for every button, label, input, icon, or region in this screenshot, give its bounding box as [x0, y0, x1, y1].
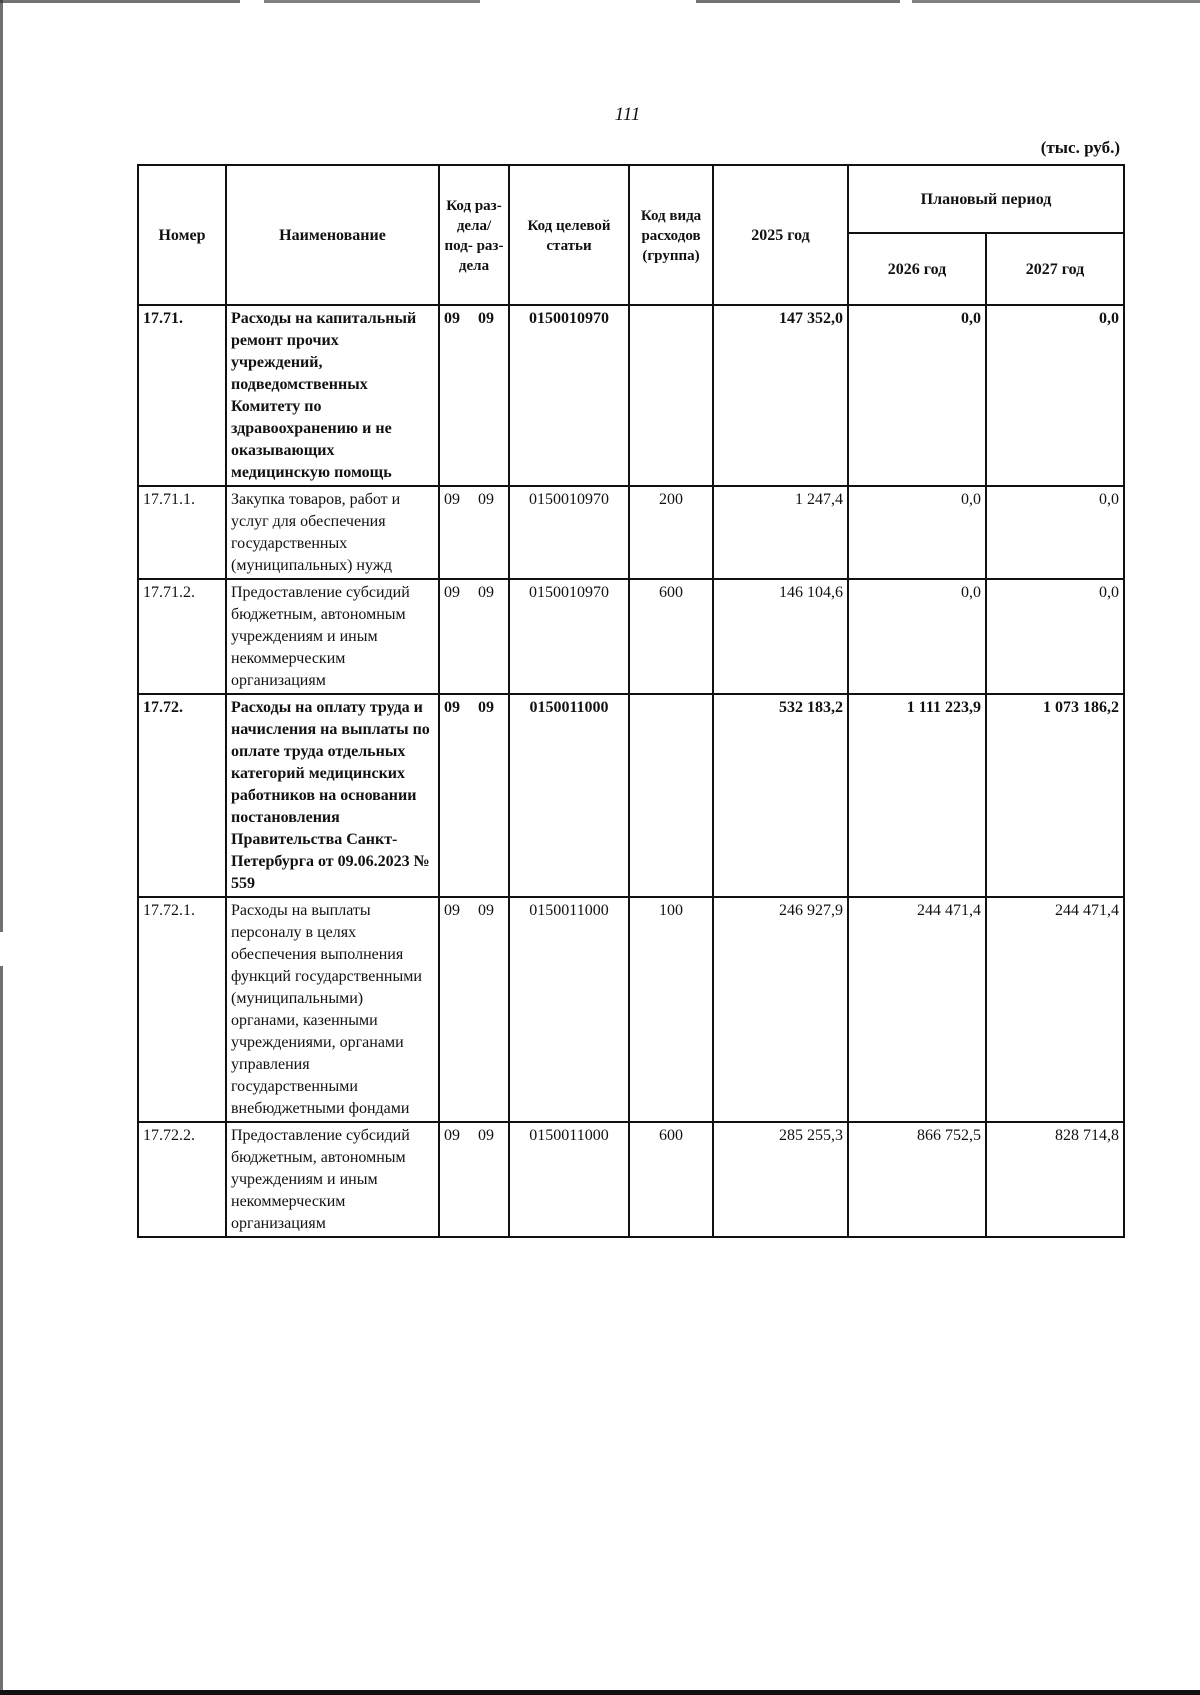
row-2027-cell: 828 714,8 [986, 1122, 1124, 1237]
row-expense-type-cell [629, 694, 713, 897]
row-2027-cell: 244 471,4 [986, 897, 1124, 1122]
scan-edge-top [0, 0, 1200, 3]
row-section-cell [439, 305, 509, 486]
row-number-cell: 17.72.2. [138, 1122, 226, 1237]
table-row [138, 305, 1124, 486]
row-expense-type-cell [629, 305, 713, 486]
row-number-cell: 17.71.1. [138, 486, 226, 579]
row-subsection-code: 09 [478, 491, 494, 508]
header-name: Наименование [226, 165, 439, 305]
row-2027-cell: 0,0 [986, 579, 1124, 694]
budget-table [137, 164, 1125, 1238]
row-name-cell: Предоставление субсидий бюджетным, автономным учреждениям и иным некоммерческим организациям [226, 1122, 439, 1237]
header-year-2025: 2025 год [713, 165, 848, 305]
row-2027-cell: 1 073 186,2 [986, 694, 1124, 897]
table-row [138, 897, 1124, 1122]
table-row [138, 579, 1124, 694]
row-number-cell: 17.72.1. [138, 897, 226, 1122]
row-subsection-code: 09 [478, 584, 494, 601]
row-section-cell [439, 694, 509, 897]
row-2025-cell: 532 183,2 [713, 694, 848, 897]
row-expense-type-cell: 600 [629, 579, 713, 694]
table-row [138, 486, 1124, 579]
row-2026-cell: 0,0 [848, 305, 986, 486]
row-2025-cell: 246 927,9 [713, 897, 848, 1122]
row-target-code-cell: 0150010970 [509, 305, 629, 486]
row-section-code: 09 [444, 310, 460, 327]
row-section-cell [439, 1122, 509, 1237]
row-section-code: 09 [444, 699, 460, 716]
row-target-code-cell: 0150011000 [509, 897, 629, 1122]
row-2026-cell: 244 471,4 [848, 897, 986, 1122]
header-year-2027: 2027 год [986, 233, 1124, 305]
table-body [138, 305, 1124, 1237]
page-number: 111 [614, 104, 641, 125]
row-2026-cell: 0,0 [848, 579, 986, 694]
row-subsection-code: 09 [478, 699, 494, 716]
row-name-cell: Предоставление субсидий бюджетным, автономным учреждениям и иным некоммерческим организациям [226, 579, 439, 694]
row-number-cell: 17.71. [138, 305, 226, 486]
row-section-cell [439, 897, 509, 1122]
table-row [138, 1122, 1124, 1237]
row-section-code: 09 [444, 584, 460, 601]
row-section-code: 09 [444, 1127, 460, 1144]
row-2025-cell: 146 104,6 [713, 579, 848, 694]
row-2025-cell: 147 352,0 [713, 305, 848, 486]
row-name-cell: Расходы на капитальный ремонт прочих учреждений, подведомственных Комитету по здравоохранению и не оказывающих медицинскую помощь [226, 305, 439, 486]
table-row [138, 694, 1124, 897]
row-target-code-cell: 0150011000 [509, 1122, 629, 1237]
row-subsection-code: 09 [478, 310, 494, 327]
header-section-code: Код раз- дела/ под- раз- дела [439, 165, 509, 305]
row-2025-cell: 1 247,4 [713, 486, 848, 579]
row-name-cell: Закупка товаров, работ и услуг для обеспечения государственных (муниципальных) нужд [226, 486, 439, 579]
row-section-cell [439, 579, 509, 694]
header-target-code: Код целевой статьи [509, 165, 629, 305]
row-name-cell: Расходы на выплаты персоналу в целях обеспечения выполнения функций государственными (муниципальными) органами, казенными учреждениями, органами управления государственными внебюджетными фондами [226, 897, 439, 1122]
row-section-code: 09 [444, 902, 460, 919]
units-label: (тыс. руб.) [1040, 138, 1120, 157]
table-header [138, 165, 1124, 305]
row-expense-type-cell: 200 [629, 486, 713, 579]
row-2027-cell: 0,0 [986, 305, 1124, 486]
row-subsection-code: 09 [478, 1127, 494, 1144]
row-2025-cell: 285 255,3 [713, 1122, 848, 1237]
row-subsection-code: 09 [478, 902, 494, 919]
row-target-code-cell: 0150011000 [509, 694, 629, 897]
row-section-cell [439, 486, 509, 579]
row-section-code: 09 [444, 491, 460, 508]
row-name-cell: Расходы на оплату труда и начисления на выплаты по оплате труда отдельных категорий медицинских работников на основании постановления Правительства Санкт-Петербурга от 09.06.2023 № 559 [226, 694, 439, 897]
row-target-code-cell: 0150010970 [509, 486, 629, 579]
row-2026-cell: 866 752,5 [848, 1122, 986, 1237]
row-2026-cell: 1 111 223,9 [848, 694, 986, 897]
scan-edge-left [0, 0, 3, 1695]
row-number-cell: 17.71.2. [138, 579, 226, 694]
row-number-cell: 17.72. [138, 694, 226, 897]
header-expense-type: Код вида расходов (группа) [629, 165, 713, 305]
row-expense-type-cell: 600 [629, 1122, 713, 1237]
row-expense-type-cell: 100 [629, 897, 713, 1122]
header-year-2026: 2026 год [848, 233, 986, 305]
header-planned-period: Плановый период [848, 165, 1124, 233]
row-target-code-cell: 0150010970 [509, 579, 629, 694]
scan-edge-bottom [0, 1690, 1200, 1695]
row-2027-cell: 0,0 [986, 486, 1124, 579]
row-2026-cell: 0,0 [848, 486, 986, 579]
header-number: Номер [138, 165, 226, 305]
